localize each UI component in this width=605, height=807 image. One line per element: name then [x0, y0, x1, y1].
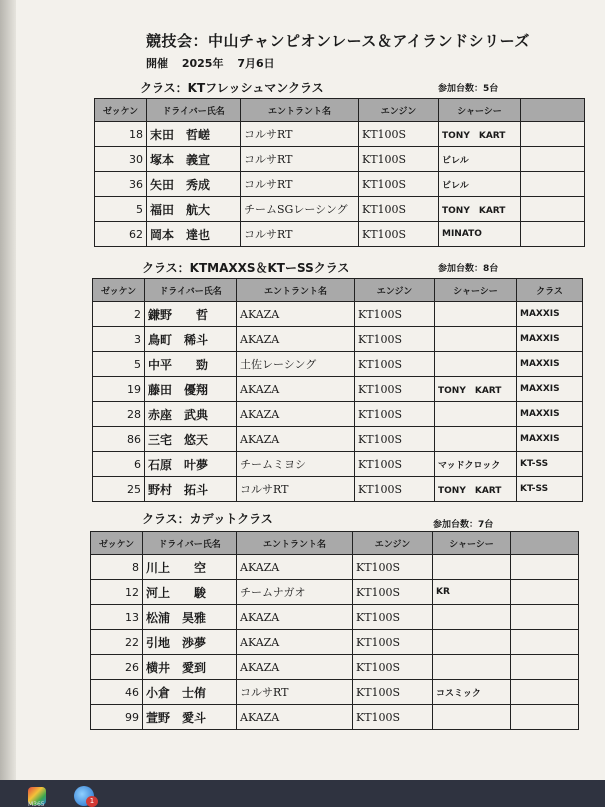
engine-cell: KT100S — [353, 580, 433, 605]
chassis-cell — [433, 555, 511, 580]
bib-number-cell: 3 — [93, 327, 145, 352]
driver-name-cell: 中平 勁 — [145, 352, 237, 377]
entrant-name-cell: コルサRT — [237, 477, 355, 502]
class-title-maxxs: クラス：KTMAXXS＆KTーSSクラス — [142, 261, 350, 275]
entrant-name-cell: AKAZA — [237, 377, 355, 402]
engine-cell: KT100S — [359, 197, 439, 222]
entry-count-cadet: 参加台数：7台 — [433, 520, 494, 530]
engine-cell: KT100S — [353, 605, 433, 630]
table-row — [93, 402, 583, 427]
class-cell — [521, 172, 585, 197]
bib-number-cell: 28 — [93, 402, 145, 427]
engine-cell: KT100S — [355, 352, 435, 377]
engine-cell: KT100S — [355, 327, 435, 352]
class-cell — [511, 630, 579, 655]
class-cell — [521, 147, 585, 172]
chassis-cell — [433, 630, 511, 655]
chassis-cell — [435, 402, 517, 427]
column-header: エントラント名 — [241, 99, 359, 122]
document-page — [28, 0, 598, 780]
entrant-name-cell: 土佐レーシング — [237, 352, 355, 377]
bib-number-cell: 36 — [95, 172, 147, 197]
entry-table-maxxs — [92, 278, 583, 502]
table-row — [93, 302, 583, 327]
m365-label: M365 — [28, 801, 45, 807]
class-cell: MAXXIS — [517, 352, 583, 377]
class-cell — [521, 122, 585, 147]
engine-cell: KT100S — [353, 655, 433, 680]
driver-name-cell: 赤座 武典 — [145, 402, 237, 427]
bib-number-cell: 26 — [91, 655, 143, 680]
column-header: シャーシー — [433, 532, 511, 555]
chassis-cell: ビレル — [439, 172, 521, 197]
chassis-cell: TONY KART — [435, 377, 517, 402]
column-header: エンジン — [353, 532, 433, 555]
table-row — [91, 580, 579, 605]
driver-name-cell: 松浦 昊雅 — [143, 605, 237, 630]
driver-name-cell: 塚本 義宣 — [147, 147, 241, 172]
table-row — [93, 427, 583, 452]
driver-name-cell: 鎌野 哲 — [145, 302, 237, 327]
bib-number-cell: 5 — [93, 352, 145, 377]
chassis-cell — [433, 605, 511, 630]
entrant-name-cell: AKAZA — [237, 555, 353, 580]
class-cell — [521, 197, 585, 222]
column-header: クラス — [517, 279, 583, 302]
column-header: ゼッケン — [93, 279, 145, 302]
column-header: エンジン — [359, 99, 439, 122]
engine-cell: KT100S — [355, 377, 435, 402]
event-date — [146, 55, 285, 71]
entrant-name-cell: コルサRT — [241, 222, 359, 247]
table-row — [91, 630, 579, 655]
class-cell — [521, 222, 585, 247]
class-cell: MAXXIS — [517, 402, 583, 427]
notification-badge: 1 — [86, 796, 98, 807]
entry-table-freshman — [94, 98, 585, 247]
held-year: 2025年 — [181, 57, 224, 70]
driver-name-cell: 岡本 達也 — [147, 222, 241, 247]
driver-name-cell: 三宅 悠天 — [145, 427, 237, 452]
engine-cell: KT100S — [355, 477, 435, 502]
entrant-name-cell: AKAZA — [237, 327, 355, 352]
bib-number-cell: 19 — [93, 377, 145, 402]
driver-name-cell: 横井 愛到 — [143, 655, 237, 680]
entrant-name-cell: チームSGレーシング — [241, 197, 359, 222]
monitor-bezel — [0, 0, 16, 780]
driver-name-cell: 福田 航大 — [147, 197, 241, 222]
entry-count-maxxs: 参加台数：8台 — [438, 264, 499, 274]
bib-number-cell: 18 — [95, 122, 147, 147]
entrant-name-cell: チームミヨシ — [237, 452, 355, 477]
driver-name-cell: 藤田 優翔 — [145, 377, 237, 402]
driver-name-cell: 萱野 愛斗 — [143, 705, 237, 730]
column-header — [521, 99, 585, 122]
entrant-name-cell: AKAZA — [237, 402, 355, 427]
column-header: ゼッケン — [95, 99, 147, 122]
class-cell — [511, 580, 579, 605]
engine-cell: KT100S — [353, 630, 433, 655]
entrant-name-cell: AKAZA — [237, 302, 355, 327]
table-header-row — [95, 99, 585, 122]
column-header: ゼッケン — [91, 532, 143, 555]
chassis-cell: ビレル — [439, 147, 521, 172]
driver-name-cell: 野村 拓斗 — [145, 477, 237, 502]
engine-cell: KT100S — [353, 680, 433, 705]
entrant-name-cell: コルサRT — [241, 147, 359, 172]
column-header: エントラント名 — [237, 279, 355, 302]
engine-cell: KT100S — [359, 172, 439, 197]
engine-cell: KT100S — [355, 402, 435, 427]
entry-table-cadet — [90, 531, 579, 730]
entry-count-freshman: 参加台数：5台 — [438, 84, 499, 94]
bib-number-cell: 5 — [95, 197, 147, 222]
bib-number-cell: 99 — [91, 705, 143, 730]
bib-number-cell: 6 — [93, 452, 145, 477]
table-row — [95, 197, 585, 222]
chassis-cell: コスミック — [433, 680, 511, 705]
table-row — [95, 222, 585, 247]
table-row — [93, 377, 583, 402]
column-header: ドライバー氏名 — [147, 99, 241, 122]
page-title: 競技会：中山チャンピオンレース＆アイランドシリーズ — [146, 32, 530, 50]
chassis-cell — [435, 427, 517, 452]
driver-name-cell: 河上 駿 — [143, 580, 237, 605]
class-cell — [511, 705, 579, 730]
class-cell — [511, 680, 579, 705]
chassis-cell: TONY KART — [439, 122, 521, 147]
class-cell: MAXXIS — [517, 302, 583, 327]
bib-number-cell: 13 — [91, 605, 143, 630]
class-cell: KT-SS — [517, 452, 583, 477]
chassis-cell — [433, 655, 511, 680]
chassis-cell — [433, 705, 511, 730]
driver-name-cell: 矢田 秀成 — [147, 172, 241, 197]
chassis-cell: TONY KART — [435, 477, 517, 502]
table-row — [91, 605, 579, 630]
class-cell — [511, 555, 579, 580]
driver-name-cell: 引地 渉夢 — [143, 630, 237, 655]
entrant-name-cell: コルサRT — [241, 172, 359, 197]
engine-cell: KT100S — [355, 452, 435, 477]
engine-cell: KT100S — [353, 705, 433, 730]
class-cell: KT-SS — [517, 477, 583, 502]
bib-number-cell: 8 — [91, 555, 143, 580]
chassis-cell: KR — [433, 580, 511, 605]
driver-name-cell: 末田 哲嵯 — [147, 122, 241, 147]
column-header: エンジン — [355, 279, 435, 302]
class-cell — [511, 605, 579, 630]
chassis-cell: マッドクロック — [435, 452, 517, 477]
bib-number-cell: 22 — [91, 630, 143, 655]
bib-number-cell: 62 — [95, 222, 147, 247]
table-row — [93, 352, 583, 377]
bib-number-cell: 30 — [95, 147, 147, 172]
engine-cell: KT100S — [353, 555, 433, 580]
column-header: ドライバー氏名 — [145, 279, 237, 302]
class-title-cadet: クラス：カデットクラス — [142, 512, 273, 526]
chassis-cell: MINATO — [439, 222, 521, 247]
held-date: 7月6日 — [237, 57, 275, 70]
class-cell: MAXXIS — [517, 377, 583, 402]
bib-number-cell: 12 — [91, 580, 143, 605]
entrant-name-cell: チームナガオ — [237, 580, 353, 605]
table-row — [91, 680, 579, 705]
engine-cell: KT100S — [355, 302, 435, 327]
entrant-name-cell: AKAZA — [237, 655, 353, 680]
column-header: シャーシー — [439, 99, 521, 122]
engine-cell: KT100S — [355, 427, 435, 452]
column-header: シャーシー — [435, 279, 517, 302]
table-header-row — [93, 279, 583, 302]
engine-cell: KT100S — [359, 147, 439, 172]
table-row — [95, 122, 585, 147]
chassis-cell: TONY KART — [439, 197, 521, 222]
table-row — [93, 452, 583, 477]
class-cell: MAXXIS — [517, 427, 583, 452]
chassis-cell — [435, 352, 517, 377]
chassis-cell — [435, 327, 517, 352]
class-cell: MAXXIS — [517, 327, 583, 352]
driver-name-cell: 小倉 士侑 — [143, 680, 237, 705]
bib-number-cell: 46 — [91, 680, 143, 705]
table-row — [95, 147, 585, 172]
class-cell — [511, 655, 579, 680]
driver-name-cell: 川上 空 — [143, 555, 237, 580]
table-row — [91, 655, 579, 680]
table-row — [93, 327, 583, 352]
entrant-name-cell: AKAZA — [237, 630, 353, 655]
entrant-name-cell: AKAZA — [237, 427, 355, 452]
engine-cell: KT100S — [359, 222, 439, 247]
class-title-freshman: クラス：KTフレッシュマンクラス — [140, 81, 324, 95]
driver-name-cell: 鳥町 稀斗 — [145, 327, 237, 352]
column-header — [511, 532, 579, 555]
table-row — [91, 705, 579, 730]
table-row — [93, 477, 583, 502]
column-header: エントラント名 — [237, 532, 353, 555]
engine-cell: KT100S — [359, 122, 439, 147]
bib-number-cell: 2 — [93, 302, 145, 327]
bib-number-cell: 86 — [93, 427, 145, 452]
table-row — [95, 172, 585, 197]
driver-name-cell: 石原 叶夢 — [145, 452, 237, 477]
chassis-cell — [435, 302, 517, 327]
table-header-row — [91, 532, 579, 555]
bib-number-cell: 25 — [93, 477, 145, 502]
table-row — [91, 555, 579, 580]
entrant-name-cell: コルサRT — [241, 122, 359, 147]
entrant-name-cell: AKAZA — [237, 605, 353, 630]
entrant-name-cell: コルサRT — [237, 680, 353, 705]
column-header: ドライバー氏名 — [143, 532, 237, 555]
entrant-name-cell: AKAZA — [237, 705, 353, 730]
held-label: 開催 — [146, 57, 168, 70]
